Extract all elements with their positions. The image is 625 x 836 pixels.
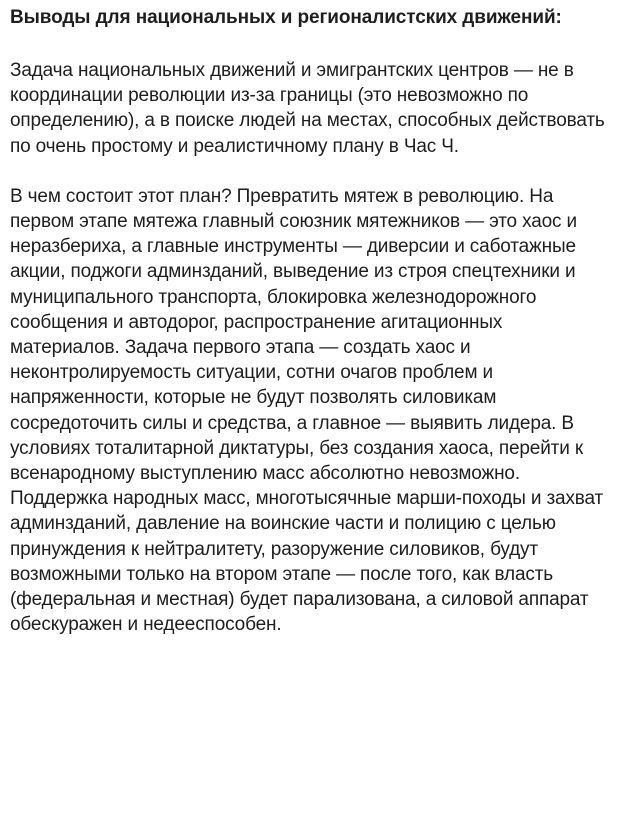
message-paragraph-1: Задача национальных движений и эмигрантских центров — не в координации революции из-за границы (это невозможно по определению), а в поиске людей на местах, способных действовать по очень простому и реалистичному плану в Час Ч.	[10, 60, 605, 157]
message-title: Выводы для национальных и регионалистских движений:	[10, 7, 562, 28]
message-paragraph-2: В чем состоит этот план? Превратить мятеж в революцию. На первом этапе мятежа главный союзник мятежников — это хаос и неразбериха, а главные инструменты — диверсии и саботажные акции, поджоги админзданий, выведение из строя спецтехники и муниципального транспорта, блокировка железнодорожного сообщения и автодорог, распространение агитационных материалов. Задача первого этапа — создать хаос и неконтролируемость ситуации, сотни очагов проблем и напряженности, которые не будут позволять силовикам сосредоточить силы и средства, а главное — выявить лидера. В условиях тоталитарной диктатуры, без создания хаоса, перейти к всенародному выступлению масс абсолютно невозможно. Поддержка народных масс, многотысячные марши-походы и захват админзданий, давление на воинские части и полицию с целью принуждения к нейтралитету, разоружение силовиков, будут возможными только на втором этапе — после того, как власть (федеральная и местная) будет парализована, а силовой аппарат обескуражен и недееспособен.	[10, 185, 604, 636]
